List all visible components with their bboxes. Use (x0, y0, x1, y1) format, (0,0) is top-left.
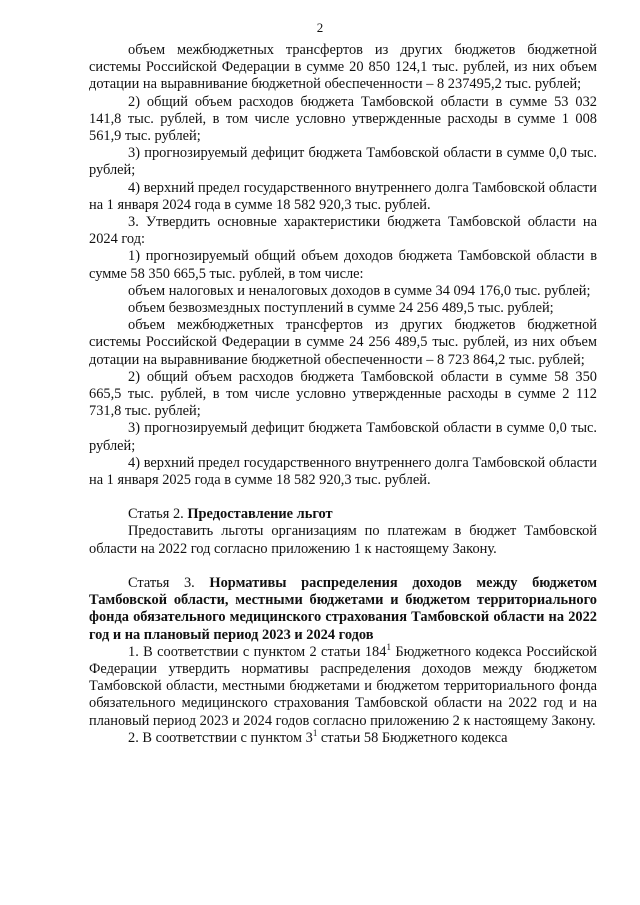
paragraph: 2) общий объем расходов бюджета Тамбовской области в сумме 58 350 665,5 тыс. рублей, в том числе условно утвержденные расходы в сумме 2 112 731,8 тыс. рублей; (89, 368, 597, 420)
paragraph: объем межбюджетных трансфертов из других бюджетов бюджетной системы Российской Федерации в сумме 24 256 489,5 тыс. рублей, из них объем дотации на выравнивание бюджетной обеспеченности – 8 723 864,2 тыс. рублей; (89, 317, 597, 368)
article-2-heading (89, 506, 597, 523)
spacer (89, 558, 597, 575)
article-3-prefix: Статья 3. (128, 574, 210, 591)
paragraph: объем межбюджетных трансфертов из других бюджетов бюджетной системы Российской Федерации в сумме 20 850 124,1 тыс. рублей, из них объем дотации на выравнивание бюджетной обеспеченности – 8 237495,2 тыс. рублей; (89, 42, 597, 93)
article-2-prefix: Статья 2. (128, 506, 188, 523)
article-3-title: Нормативы распределения доходов между бюджетом Тамбовской области, местными бюджетами и бюджетом территориального фонда обязательного медицинского страхования Тамбовской области на 2022 год и на плановый период 2023 и 2024 годов (89, 574, 597, 643)
article-2-body: Предоставить льготы организациям по платежам в бюджет Тамбовской области на 2022 год согласно приложению 1 к настоящему Закону. (89, 523, 597, 557)
article-3-heading (89, 575, 597, 644)
paragraph: 3) прогнозируемый дефицит бюджета Тамбовской области в сумме 0,0 тыс. рублей; (89, 420, 597, 454)
paragraph: объем налоговых и неналоговых доходов в сумме 34 094 176,0 тыс. рублей; (128, 282, 591, 299)
page-number: 2 (316, 20, 324, 35)
paragraph: 3) прогнозируемый дефицит бюджета Тамбовской области в сумме 0,0 тыс. рублей; (89, 145, 597, 179)
paragraph: 2) общий объем расходов бюджета Тамбовской области в сумме 53 032 141,8 тыс. рублей, в том числе условно утвержденные расходы в сумме 1 008 561,9 тыс. рублей; (89, 93, 597, 145)
text-part: Бюджетного кодекса Российской Федерации утвердить нормативы распределения доходов между бюджетом Тамбовской области, местными бюджетами и бюджетом территориального фонда обязательного медицинского страхования Тамбовской области на 2022 год и на плановый период 2023 и 2024 годов согласно приложению 2 к настоящему Закону. (89, 643, 597, 729)
paragraph: объем безвозмездных поступлений в сумме 24 256 489,5 тыс. рублей; (128, 300, 554, 317)
text-part: статьи 58 Бюджетного кодекса (317, 729, 508, 746)
text-part: 2. В соответствии с пунктом 3 (128, 729, 313, 746)
article-3-paragraph-1 (89, 641, 597, 730)
superscript: 1 (312, 727, 318, 738)
paragraph: 1) прогнозируемый общий объем доходов бюджета Тамбовской области в сумме 58 350 665,5 тыс. рублей, в том числе: (89, 248, 597, 282)
document-body (89, 42, 597, 747)
text-part: 1. В соответствии с пунктом 2 статьи 184 (128, 643, 387, 660)
article-3-paragraph-2 (89, 727, 597, 747)
article-2-title: Предоставление льгот (187, 506, 333, 523)
paragraph: 4) верхний предел государственного внутреннего долга Тамбовской области на 1 января 2025 года в сумме 18 582 920,3 тыс. рублей. (89, 454, 597, 489)
paragraph: 3. Утвердить основные характеристики бюджета Тамбовской области на 2024 год: (89, 214, 597, 248)
spacer (89, 489, 597, 506)
superscript: 1 (386, 641, 391, 652)
paragraph: 4) верхний предел государственного внутреннего долга Тамбовской области на 1 января 2024 года в сумме 18 582 920,3 тыс. рублей. (89, 179, 597, 213)
